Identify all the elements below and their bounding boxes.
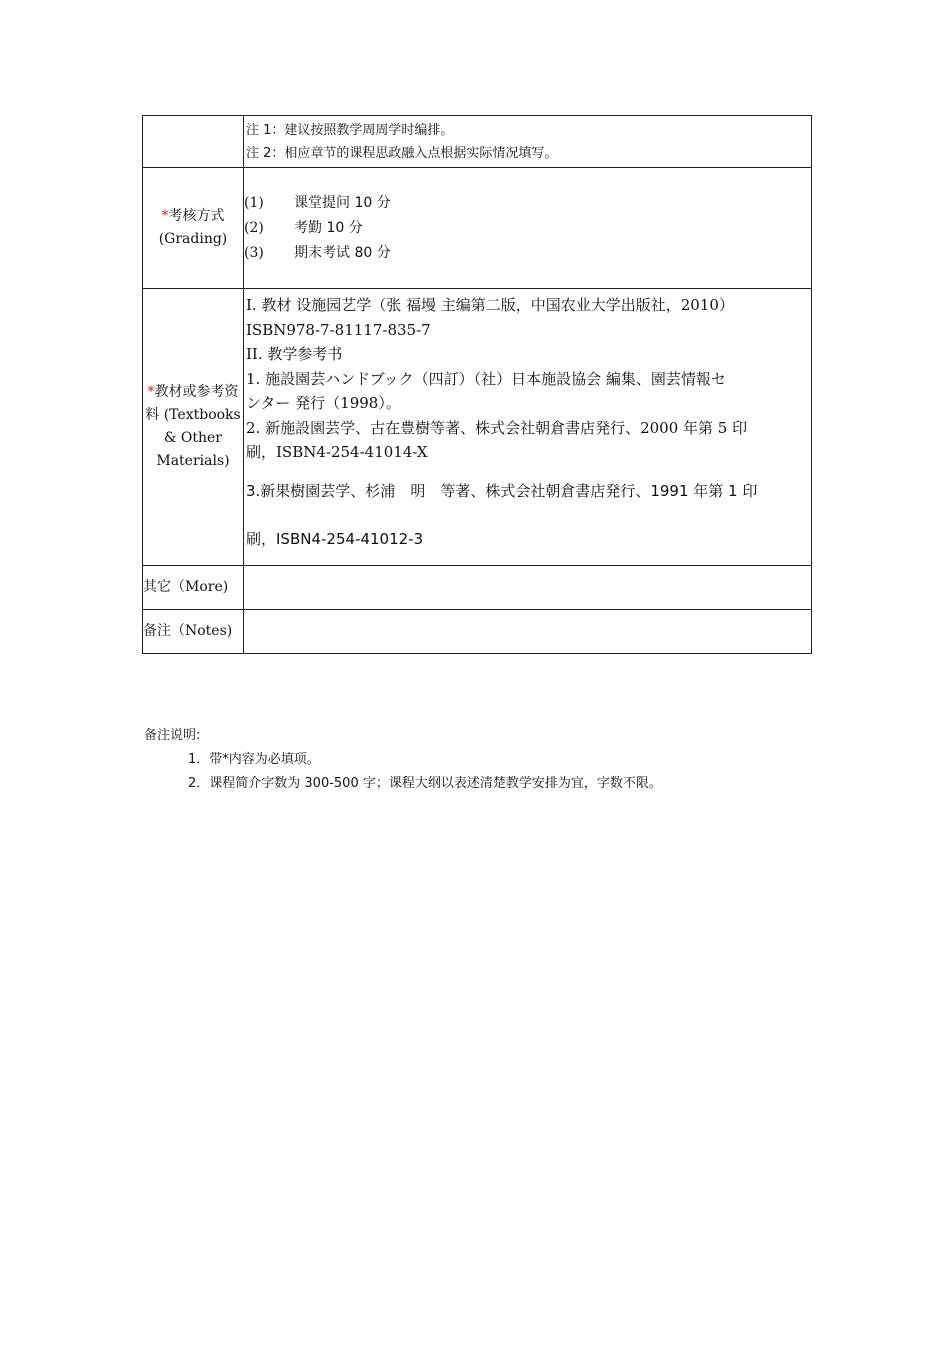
note-2: 注 2：相应章节的课程思政融入点根据实际情况填写。: [246, 145, 558, 161]
textbooks-content: [244, 289, 812, 566]
required-mark: *: [147, 384, 155, 400]
remarks-item: 2．课程简介字数为 300-500 字；课程大纲以表述清楚教学安排为宜，字数不限。: [188, 776, 662, 791]
textbook-line: 2. 新施設園芸学、古在豊樹等著、株式会社朝倉書店発行、2000 年第 5 印: [246, 418, 748, 437]
more-row: [143, 566, 812, 610]
grading-item: (3) 期末考试 80 分: [244, 244, 391, 261]
textbook-line: 刷，ISBN4-254-41012-3: [246, 529, 424, 548]
grading-label: [143, 168, 244, 289]
textbook-line: 刷，ISBN4-254-41014-X: [246, 443, 428, 462]
remarks-section: [144, 724, 662, 796]
textbook-line: ンター 発行（1998）。: [246, 394, 401, 413]
grading-item: (1) 课堂提问 10 分: [244, 194, 391, 211]
grading-content: [244, 168, 812, 289]
textbook-line: II. 教学参考书: [246, 345, 343, 364]
textbooks-label: *教材或参考资 料 (Textbooks & Other Materials): [143, 289, 244, 566]
notes-row-content: [244, 116, 812, 168]
grading-label-en: (Grading): [158, 231, 228, 247]
grading-row: [143, 168, 812, 289]
grading-item: (2) 考勤 10 分: [244, 219, 363, 236]
course-info-table: [142, 115, 812, 654]
more-label: 其它（More): [143, 566, 244, 610]
note-1: 注 1：建议按照教学周周学时编排。: [246, 122, 454, 138]
notes-row-label-cell: [143, 116, 244, 168]
notes-row: [143, 116, 812, 168]
notes-label: 备注（Notes): [143, 610, 244, 654]
textbook-line: I. 教材 设施园艺学（张 福墁 主编第二版，中国农业大学出版社，2010）: [246, 296, 734, 315]
textbooks-row: [143, 289, 812, 566]
textbook-line: 1. 施設園芸ハンドブック（四訂）（社）日本施設協会 編集、園芸情報セ: [246, 369, 726, 388]
remarks-item: 1．带*内容为必填项。: [188, 752, 320, 767]
more-value: [244, 566, 812, 610]
notes-footer-row: [143, 610, 812, 654]
required-mark: *: [161, 208, 169, 224]
textbook-line: 3.新果樹園芸学、杉浦 明 等著、株式会社朝倉書店発行、1991 年第 1 印: [246, 481, 758, 500]
grading-label-cn: 考核方式: [168, 208, 225, 224]
notes-value: [244, 610, 812, 654]
textbook-line: ISBN978-7-81117-835-7: [246, 320, 431, 339]
remarks-title: 备注说明:: [144, 728, 201, 743]
